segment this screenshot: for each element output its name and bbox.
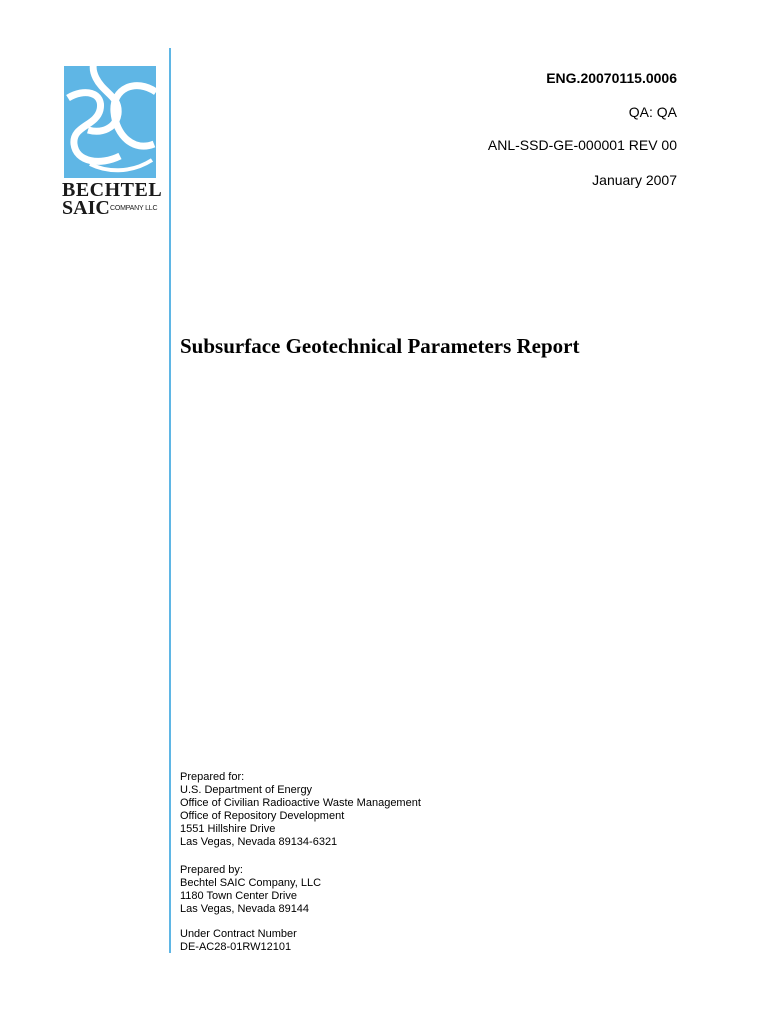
logo-text-company: COMPANY LLC — [110, 205, 158, 212]
prepared-by-line: Bechtel SAIC Company, LLC — [180, 877, 322, 889]
vertical-rule — [169, 48, 171, 953]
logo-text-saic: SAIC — [62, 199, 110, 215]
prepared-by-block — [180, 864, 321, 916]
prepared-by-line: 1180 Town Center Drive — [180, 890, 297, 902]
report-date: January 2007 — [592, 172, 677, 188]
contract-heading: Under Contract Number — [180, 928, 297, 940]
contract-number: DE-AC28-01RW12101 — [180, 941, 292, 953]
document-id: ENG.20070115.0006 — [546, 70, 677, 86]
prepared-for-line: 1551 Hillshire Drive — [180, 823, 276, 835]
prepared-for-line: Office of Civilian Radioactive Waste Management — [180, 797, 421, 809]
report-number: ANL-SSD-GE-000001 REV 00 — [487, 137, 677, 153]
logo-text-bechtel: BECHTEL — [62, 179, 163, 201]
prepared-for-line: Las Vegas, Nevada 89134-6321 — [180, 836, 338, 848]
prepared-for-block — [180, 771, 421, 849]
prepared-for-line: U.S. Department of Energy — [180, 784, 313, 796]
prepared-for-heading: Prepared for: — [180, 771, 245, 783]
contract-block — [180, 928, 297, 954]
prepared-by-line: Las Vegas, Nevada 89144 — [180, 903, 310, 915]
prepared-for-line: Office of Repository Development — [180, 810, 345, 822]
report-title: Subsurface Geotechnical Parameters Report — [180, 334, 580, 358]
qa-label: QA: QA — [628, 104, 677, 120]
prepared-by-heading: Prepared by: — [180, 864, 243, 876]
